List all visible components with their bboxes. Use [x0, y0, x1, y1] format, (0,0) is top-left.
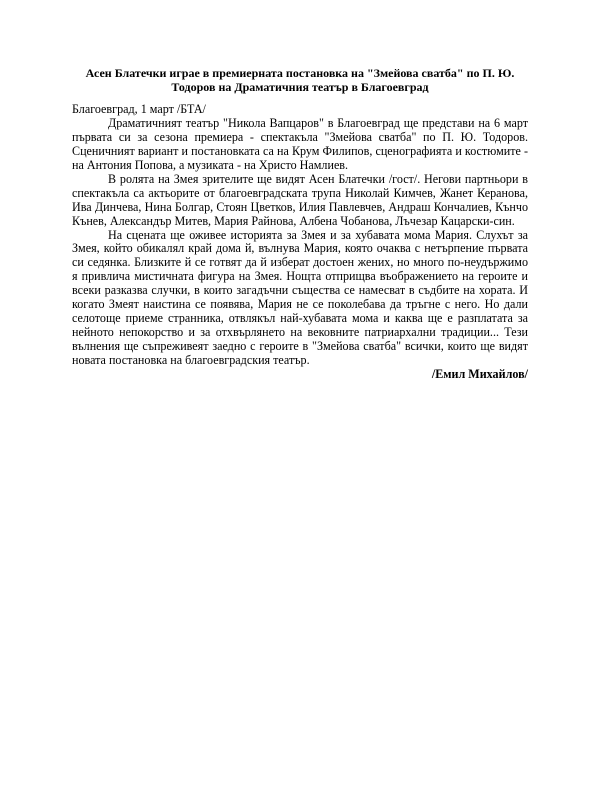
- article-signature: /Емил Михайлов/: [431, 366, 528, 381]
- article-title: Асен Блатечки играе в премиерната постановка на "Змейова сватба" по П. Ю. Тодоров на Драматичния театър в Благоевград: [85, 66, 515, 95]
- article-paragraph-1: Драматичният театър "Никола Вапцаров" в Благоевград ще представи на 6 март първата си за сезона премиера - спектакъла "Змейова сватба" по П. Ю. Тодоров. Сценичният вариант и постановката са на Крум Филипов, сценографията и костюмите - на Антония Попова, а музиката - на Христо Намлиев.: [72, 116, 528, 173]
- document-page: [72, 66, 528, 382]
- article-dateline: Благоевград, 1 март /БТА/: [72, 102, 206, 117]
- article-paragraph-3: На сцената ще оживее историята за Змея и за хубавата мома Мария. Слухът за Змея, който обикалял край дома й, вълнува Мария, която очаква с нетърпение първата си седянка. Близките й се готвят да й изберат достоен жених, но много по-неудържимо я привлича мистичната фигура на Змея. Нощта отприщва въображението на героите и всеки разказва случки, в които загадъчни същества се намесват в съдбите на хората. И когато Змеят наистина се появява, Мария не се поколебава да тръгне с него. Но дали селотоще приеме странника, отвлякъл най-хубавата мома и каква ще е разплатата за нейното непокорство и за отхвърлянето на вековните патриархални традиции... Тези вълнения ще съпреживеят заедно с героите в "Змейова сватба" всички, които ще видят новата постановка на благоевградския театър.: [72, 227, 528, 367]
- article-paragraph-2: В ролята на Змея зрителите ще видят Асен Блатечки /гост/. Негови партньори в спектакъла са актьорите от благоевградската трупа Николай Кимчев, Жанет Керанова, Ива Динчева, Нина Болгар, Стоян Цветков, Илия Павлевчев, Андраш Кончалиев, Кънчо Кънев, Александър Митев, Мария Райнова, Албена Чобанова, Лъчезар Кацарски-син.: [72, 171, 528, 228]
